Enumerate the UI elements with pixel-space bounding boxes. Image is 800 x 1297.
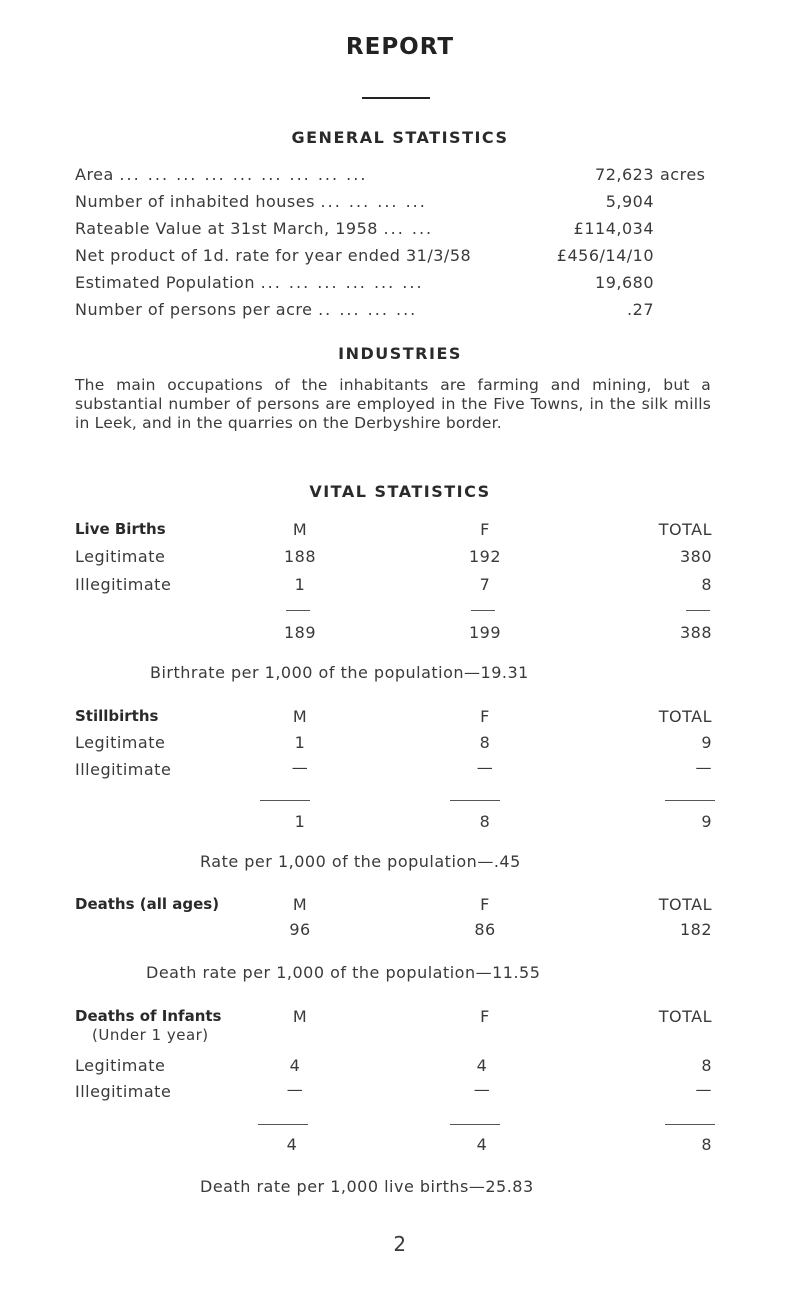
deaths-f: 86 [474,920,496,939]
stat-label-net-product: Net product of 1d. rate for year ended 31/3/58 [75,246,472,265]
stillbirths-rule-f [450,800,500,801]
stillbirths-legit-label: Legitimate [75,733,166,752]
live-births-illegit-f: 7 [479,575,491,594]
title-rule [362,97,430,99]
infant-deaths-sum-m: 4 [286,1135,298,1154]
death-rate-line: Death rate per 1,000 of the population—11.55 [146,963,541,982]
stillbirths-legit-total: 9 [701,733,712,752]
infant-deaths-col-m: M [292,1007,308,1026]
stat-value-rateable-value: £114,034 [573,219,654,238]
stillbirths-col-f: F [480,707,490,726]
infant-deaths-illegit-label: Illegitimate [75,1082,172,1101]
live-births-sum-m: 189 [283,623,317,642]
live-births-sum-total: 388 [679,623,712,642]
infant-deaths-illegit-total: — [695,1080,712,1099]
deaths-total: 182 [679,920,712,939]
stillbirths-illegit-f: — [476,758,494,777]
stillbirths-sum-m: 1 [294,812,306,831]
stat-label-area: Area ... ... ... ... ... ... ... ... ... [75,165,368,184]
stillbirths-rule-m [260,800,310,801]
live-births-legit-m: 188 [283,547,317,566]
live-births-col-m: M [292,520,308,539]
infant-deaths-legit-m: 4 [289,1056,301,1075]
infant-deaths-col-f: F [480,1007,490,1026]
stillbirths-title: Stillbirths [75,707,159,725]
deaths-col-f: F [480,895,490,914]
live-births-rule-f [471,610,495,611]
live-births-legit-f: 192 [468,547,502,566]
stillbirths-illegit-m: — [291,758,309,777]
infant-deaths-col-total: TOTAL [658,1007,712,1026]
stillbirths-illegit-label: Illegitimate [75,760,172,779]
stillbirths-legit-f: 8 [479,733,491,752]
deaths-title: Deaths (all ages) [75,895,220,913]
infant-deaths-rule-m [258,1124,308,1125]
live-births-col-total: TOTAL [658,520,712,539]
stat-value-population: 19,680 [595,273,654,292]
live-births-rule-total [686,610,710,611]
page-number: 2 [393,1232,407,1256]
live-births-legit-total: 380 [679,547,712,566]
stat-label-persons-per-acre: Number of persons per acre .. ... ... ... [75,300,418,319]
stat-label-population: Estimated Population ... ... ... ... ... ... [75,273,424,292]
stillbirth-rate-line: Rate per 1,000 of the population—.45 [200,852,521,871]
stat-label-houses: Number of inhabited houses ... ... ... ... [75,192,427,211]
infant-deaths-legit-label: Legitimate [75,1056,166,1075]
stat-value-area: 72,623 [595,165,654,184]
infant-deaths-illegit-f: — [473,1080,491,1099]
infant-deaths-sum-total: 8 [701,1135,712,1154]
stillbirths-illegit-total: — [695,758,712,777]
infant-deaths-title: Deaths of Infants [75,1007,222,1025]
infant-deaths-legit-total: 8 [701,1056,712,1075]
infant-deaths-rule-total [665,1124,715,1125]
live-births-illegit-label: Illegitimate [75,575,172,594]
infant-deaths-legit-f: 4 [476,1056,488,1075]
industries-paragraph: The main occupations of the inhabitants are farming and mining, but a substantial number of persons are employed in the Five Towns, in the silk mills in Leek, and in the quarries on the Derbyshire border. [75,376,711,432]
live-births-title: Live Births [75,520,166,538]
live-births-illegit-total: 8 [701,575,712,594]
stat-label-rateable-value: Rateable Value at 31st March, 1958 ... ... [75,219,434,238]
stat-unit-area: acres [660,165,706,184]
vital-statistics-heading: VITAL STATISTICS [309,482,491,501]
general-statistics-heading: GENERAL STATISTICS [291,128,509,147]
infant-deaths-rule-f [450,1124,500,1125]
deaths-col-total: TOTAL [658,895,712,914]
report-title: REPORT [345,34,455,60]
live-births-illegit-m: 1 [294,575,306,594]
stat-value-persons-per-acre: .27 [627,300,654,319]
live-births-legit-label: Legitimate [75,547,166,566]
infant-deaths-sum-f: 4 [476,1135,488,1154]
deaths-m: 96 [289,920,311,939]
stat-value-net-product: £456/14/10 [556,246,654,265]
deaths-col-m: M [292,895,308,914]
infant-death-rate-line: Death rate per 1,000 live births—25.83 [200,1177,534,1196]
infant-deaths-illegit-m: — [286,1080,304,1099]
stillbirths-col-total: TOTAL [658,707,712,726]
infant-deaths-subtitle: (Under 1 year) [92,1026,209,1044]
live-births-rule-m [286,610,310,611]
birthrate-line: Birthrate per 1,000 of the population—19.31 [150,663,529,682]
stillbirths-sum-total: 9 [701,812,712,831]
live-births-sum-f: 199 [468,623,502,642]
stillbirths-rule-total [665,800,715,801]
industries-heading: INDUSTRIES [338,344,462,363]
stat-value-houses: 5,904 [605,192,654,211]
stillbirths-legit-m: 1 [294,733,306,752]
live-births-col-f: F [480,520,490,539]
stillbirths-col-m: M [292,707,308,726]
stillbirths-sum-f: 8 [479,812,491,831]
